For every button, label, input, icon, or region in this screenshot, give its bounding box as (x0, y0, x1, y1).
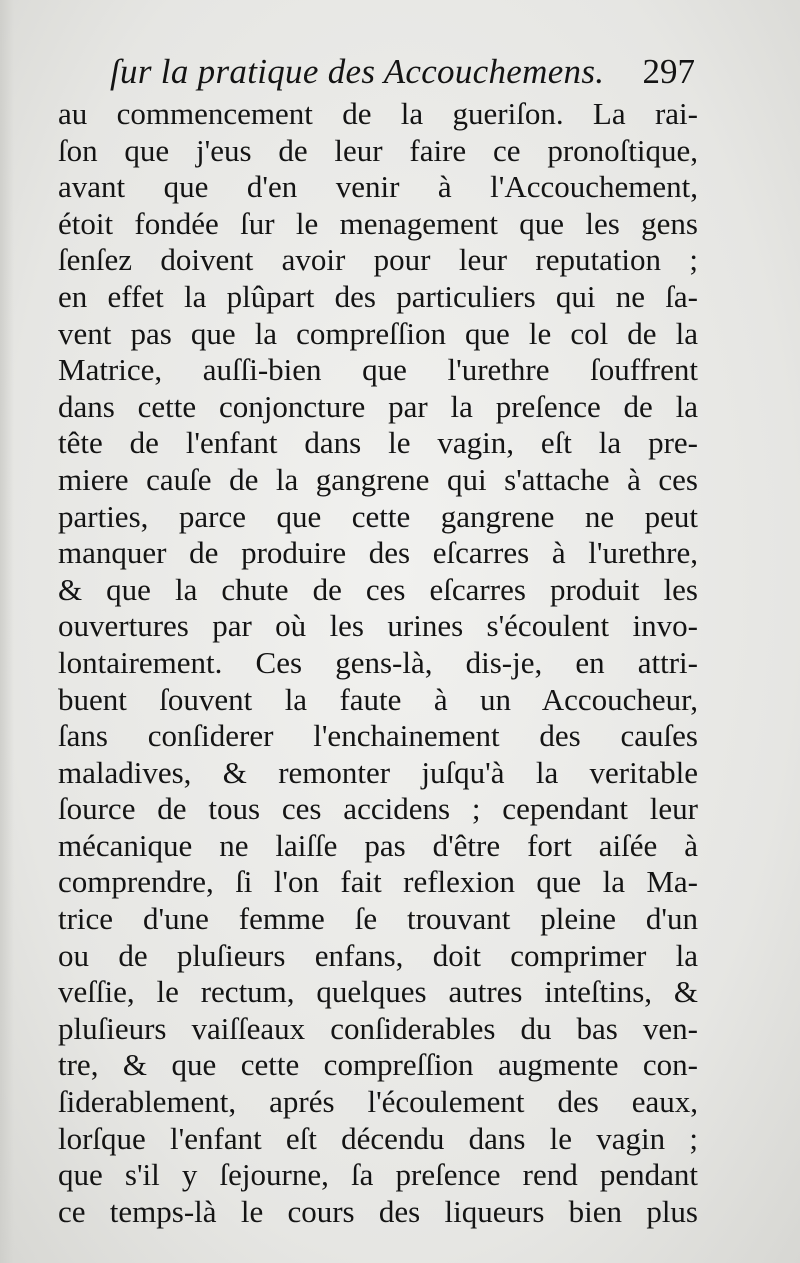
text-line: maladives, & remonter juſqu'à la veritable (58, 754, 698, 790)
text-line: ſiderablement, aprés l'écoulement des eaux, (58, 1084, 698, 1120)
text-line: tre, & que cette compreſſion augmente con- (58, 1047, 698, 1083)
text-line: Matrice, auſſi-bien que l'urethre ſouffrent (58, 352, 698, 388)
body-text (58, 96, 698, 1230)
text-line: étoit fondée ſur le menagement que les gens (58, 205, 698, 241)
page-gutter-shadow (0, 0, 14, 1263)
text-line: parties, parce que cette gangrene ne peut (58, 498, 698, 534)
text-line: ouvertures par où les urines s'écoulent invo- (58, 608, 698, 644)
text-line: ſans conſiderer l'enchainement des cauſes (58, 718, 698, 754)
text-line: lontairement. Ces gens-là, dis-je, en attri- (58, 644, 698, 680)
text-line: pluſieurs vaiſſeaux conſiderables du bas ven- (58, 1010, 698, 1046)
text-line: ſenſez doivent avoir pour leur reputation ; (58, 242, 698, 278)
text-line: ou de pluſieurs enfans, doit comprimer la (58, 937, 698, 973)
text-line: ſon que j'eus de leur faire ce pronoſtique, (58, 132, 698, 168)
text-line: miere cauſe de la gangrene qui s'attache à ces (58, 461, 698, 497)
text-line: au commencement de la gueriſon. La rai- (58, 96, 698, 131)
text-line: dans cette conjoncture par la preſence de la (58, 388, 698, 424)
page-number: 297 (642, 52, 695, 91)
text-line: manquer de produire des eſcarres à l'urethre, (58, 535, 698, 571)
text-line: veſſie, le rectum, quelques autres inteſtins, & (58, 974, 698, 1010)
text-line: comprendre, ſi l'on fait reflexion que la Ma- (58, 864, 698, 900)
page-header (110, 52, 695, 98)
text-line: ſource de tous ces accidens ; cependant leur (58, 791, 698, 827)
text-line: mécanique ne laiſſe pas d'être fort aiſée à (58, 827, 698, 863)
text-line: avant que d'en venir à l'Accouchement, (58, 169, 698, 205)
text-line: & que la chute de ces eſcarres produit les (58, 571, 698, 607)
running-title: ſur la pratique des Accouchemens. (110, 52, 605, 91)
text-line: trice d'une femme ſe trouvant pleine d'un (58, 901, 698, 937)
text-line: tête de l'enfant dans le vagin, eſt la pre- (58, 425, 698, 461)
text-line: en effet la plûpart des particuliers qui ne ſa- (58, 278, 698, 314)
text-line: ce temps-là le cours des liqueurs bien plus (58, 1193, 698, 1229)
text-line: que s'il y ſejourne, ſa preſence rend pendant (58, 1157, 698, 1193)
text-line: buent ſouvent la faute à un Accoucheur, (58, 681, 698, 717)
text-line: vent pas que la compreſſion que le col de la (58, 315, 698, 351)
text-line: lorſque l'enfant eſt décendu dans le vagin ; (58, 1120, 698, 1156)
